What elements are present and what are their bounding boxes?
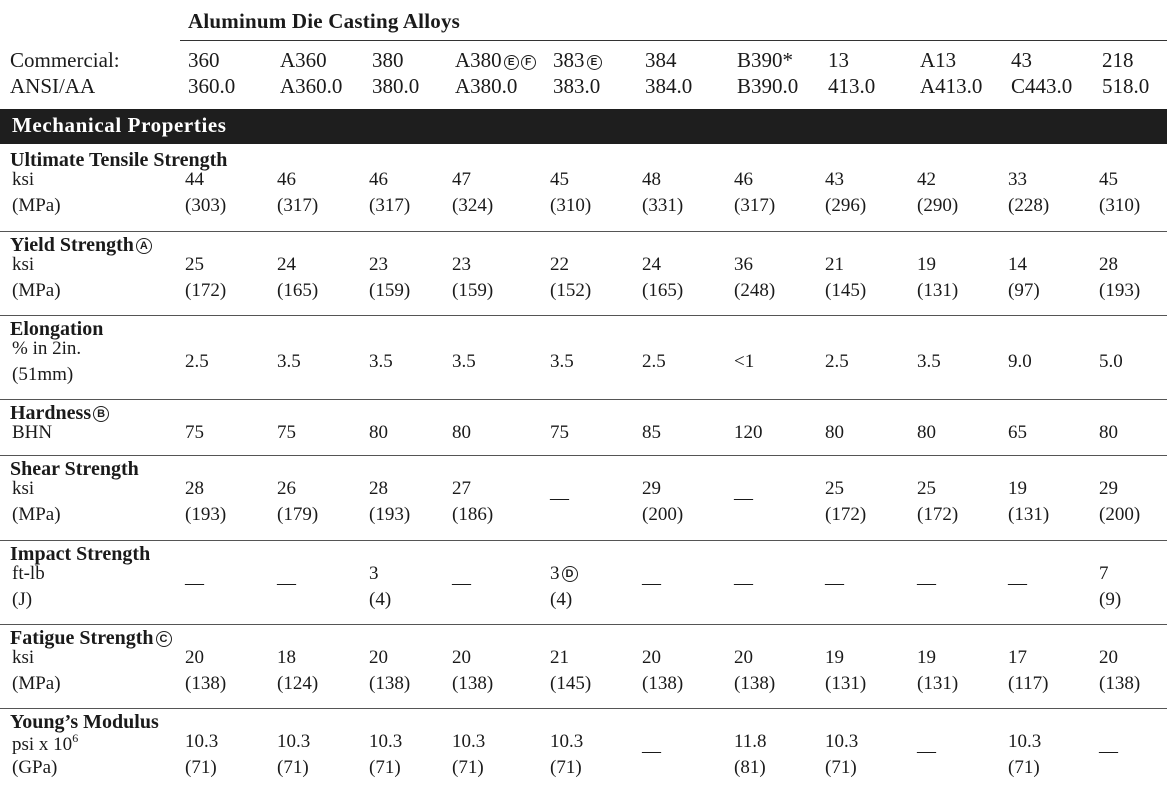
value-metric: (159) xyxy=(369,280,411,301)
unit-secondary: (MPa) xyxy=(12,504,61,525)
value-imperial xyxy=(917,169,936,191)
commercial-alloy-0 xyxy=(188,48,220,73)
value-imperial xyxy=(1099,478,1118,500)
value-imperial-text: 21 xyxy=(550,647,569,668)
value-imperial-text: 25 xyxy=(825,478,844,499)
value-imperial xyxy=(277,731,310,753)
value-metric: (193) xyxy=(185,504,227,525)
unit-primary xyxy=(12,731,78,756)
commercial-alloy-4 xyxy=(553,48,602,73)
value-cell: 3.5 xyxy=(452,351,476,372)
value-cell: 75 xyxy=(550,422,569,443)
value-imperial-text: 28 xyxy=(185,478,204,499)
value-imperial-text: 10.3 xyxy=(452,731,486,752)
value-imperial-text: 20 xyxy=(1099,647,1118,668)
note-b-icon: B xyxy=(93,406,109,422)
row-separator xyxy=(0,624,1167,625)
unit-exponent: 6 xyxy=(72,731,79,745)
property-name-text: Yield Strength xyxy=(10,234,134,256)
value-cell: 3.5 xyxy=(369,351,393,372)
value-cell: 2.5 xyxy=(825,351,849,372)
unit-primary xyxy=(12,169,34,191)
value-imperial xyxy=(185,478,204,500)
value-imperial-text: 46 xyxy=(277,169,296,190)
note-a-icon: A xyxy=(136,238,152,254)
value-cell: 65 xyxy=(1008,422,1027,443)
value-not-available: — xyxy=(452,573,471,594)
commercial-alloy-name: 13 xyxy=(828,48,849,72)
table-title: Aluminum Die Casting Alloys xyxy=(188,9,461,33)
value-metric: (310) xyxy=(550,195,592,216)
value-metric: (9) xyxy=(1099,589,1122,610)
value-metric: (97) xyxy=(1008,280,1040,301)
value-imperial-text: 24 xyxy=(277,254,296,275)
value-imperial xyxy=(277,254,296,276)
value-imperial xyxy=(917,647,936,669)
value-imperial xyxy=(1008,731,1041,753)
value-imperial xyxy=(825,254,844,276)
value-imperial xyxy=(825,647,844,669)
unit-secondary: (J) xyxy=(12,589,33,610)
value-metric: (138) xyxy=(452,673,494,694)
ansi-alloy-8: A413.0 xyxy=(920,74,983,98)
commercial-alloy-5 xyxy=(645,48,677,73)
value-imperial xyxy=(452,254,471,276)
value-imperial xyxy=(369,563,379,585)
value-not-available: — xyxy=(734,488,753,509)
value-cell: <1 xyxy=(734,351,755,372)
value-imperial-text: 28 xyxy=(1099,254,1118,275)
value-imperial xyxy=(277,169,296,191)
unit-primary xyxy=(12,338,81,360)
commercial-alloy-name: A380 xyxy=(455,48,502,72)
value-imperial-text: 43 xyxy=(825,169,844,190)
value-not-available: — xyxy=(642,741,661,762)
unit-primary-text: ksi xyxy=(12,254,35,275)
value-cell: 120 xyxy=(734,422,763,443)
value-imperial-text: 24 xyxy=(642,254,661,275)
property-name-text: Fatigue Strength xyxy=(10,627,154,649)
value-imperial-text: 26 xyxy=(277,478,296,499)
value-metric: (172) xyxy=(917,504,959,525)
ansi-alloy-5: 384.0 xyxy=(645,74,693,98)
value-metric: (81) xyxy=(734,757,766,778)
value-imperial-text: 46 xyxy=(369,169,388,190)
commercial-alloy-name: 383 xyxy=(553,48,585,72)
unit-primary xyxy=(12,478,34,500)
ansi-label: ANSI/AA xyxy=(10,74,96,98)
value-imperial xyxy=(642,478,661,500)
value-metric: (200) xyxy=(642,504,684,525)
value-imperial xyxy=(452,478,471,500)
unit-primary xyxy=(12,422,52,444)
value-metric: (71) xyxy=(825,757,857,778)
value-imperial xyxy=(550,731,583,753)
value-cell: 2.5 xyxy=(185,351,209,372)
value-imperial xyxy=(550,563,578,585)
property-name-text: Impact Strength xyxy=(10,543,151,565)
value-metric: (165) xyxy=(642,280,684,301)
value-metric: (159) xyxy=(452,280,494,301)
value-imperial xyxy=(734,647,753,669)
property-name-text: Ultimate Tensile Strength xyxy=(10,149,228,171)
commercial-alloy-3 xyxy=(455,48,536,73)
unit-secondary: (51mm) xyxy=(12,364,74,385)
value-imperial xyxy=(642,254,661,276)
value-imperial-text: 36 xyxy=(734,254,753,275)
value-metric: (138) xyxy=(734,673,776,694)
note-e-icon: E xyxy=(504,55,519,70)
value-not-available: — xyxy=(185,573,204,594)
value-metric: (145) xyxy=(825,280,867,301)
value-imperial-text: 20 xyxy=(185,647,204,668)
commercial-alloy-10 xyxy=(1102,48,1134,73)
value-metric: (317) xyxy=(277,195,319,216)
row-separator xyxy=(0,540,1167,541)
value-imperial-text: 48 xyxy=(642,169,661,190)
ansi-alloy-7: 413.0 xyxy=(828,74,876,98)
row-separator xyxy=(0,231,1167,232)
value-cell: 3.5 xyxy=(917,351,941,372)
value-metric: (138) xyxy=(642,673,684,694)
value-metric: (172) xyxy=(185,280,227,301)
ansi-alloy-4: 383.0 xyxy=(553,74,601,98)
ansi-alloy-1: A360.0 xyxy=(280,74,343,98)
value-imperial xyxy=(277,478,296,500)
value-imperial-text: 19 xyxy=(917,647,936,668)
value-imperial xyxy=(1099,169,1118,191)
row-separator xyxy=(0,455,1167,456)
value-imperial-text: 20 xyxy=(452,647,471,668)
value-imperial-text: 45 xyxy=(550,169,569,190)
value-imperial-text: 19 xyxy=(917,254,936,275)
value-imperial-text: 14 xyxy=(1008,254,1027,275)
section-heading-bar xyxy=(0,109,1167,144)
value-not-available: — xyxy=(1099,741,1118,762)
value-imperial xyxy=(185,647,204,669)
value-imperial xyxy=(452,169,471,191)
value-imperial-text: 19 xyxy=(1008,478,1027,499)
value-cell: 5.0 xyxy=(1099,351,1123,372)
row-separator xyxy=(0,399,1167,400)
property-name-text: Shear Strength xyxy=(10,458,139,480)
value-imperial xyxy=(550,254,569,276)
value-metric: (193) xyxy=(369,504,411,525)
value-imperial xyxy=(452,647,471,669)
value-imperial-text: 19 xyxy=(825,647,844,668)
value-metric: (317) xyxy=(369,195,411,216)
value-imperial-text: 47 xyxy=(452,169,471,190)
value-imperial-text: 10.3 xyxy=(369,731,403,752)
value-metric: (131) xyxy=(1008,504,1050,525)
value-cell: 80 xyxy=(1099,422,1118,443)
value-imperial-text: 10.3 xyxy=(185,731,219,752)
row-separator xyxy=(0,315,1167,316)
value-imperial xyxy=(369,731,402,753)
value-metric: (71) xyxy=(550,757,582,778)
value-imperial-text: 10.3 xyxy=(1008,731,1042,752)
unit-primary-text: ksi xyxy=(12,478,35,499)
unit-primary-text: psi x 10 xyxy=(12,734,73,755)
value-metric: (4) xyxy=(369,589,392,610)
value-not-available: — xyxy=(825,573,844,594)
value-imperial-text: 18 xyxy=(277,647,296,668)
value-metric: (152) xyxy=(550,280,592,301)
value-imperial xyxy=(185,731,218,753)
value-imperial xyxy=(1099,254,1118,276)
unit-primary-text: BHN xyxy=(12,422,53,443)
title-underline xyxy=(180,40,1167,41)
value-metric: (117) xyxy=(1008,673,1049,694)
value-imperial-text: 44 xyxy=(185,169,204,190)
value-metric: (186) xyxy=(452,504,494,525)
value-imperial-text: 23 xyxy=(452,254,471,275)
commercial-alloy-6 xyxy=(737,48,793,73)
value-imperial xyxy=(825,478,844,500)
value-imperial-text: 22 xyxy=(550,254,569,275)
commercial-alloy-name: 360 xyxy=(188,48,220,72)
value-cell: 80 xyxy=(452,422,471,443)
value-imperial-text: 45 xyxy=(1099,169,1118,190)
ansi-alloy-3: A380.0 xyxy=(455,74,518,98)
value-cell: 80 xyxy=(369,422,388,443)
ansi-alloy-9: C443.0 xyxy=(1011,74,1073,98)
commercial-alloy-name: A360 xyxy=(280,48,327,72)
commercial-alloy-9 xyxy=(1011,48,1032,73)
commercial-alloy-name: A13 xyxy=(920,48,957,72)
value-not-available: — xyxy=(277,573,296,594)
value-imperial-text: 7 xyxy=(1099,563,1109,584)
property-name-text: Hardness xyxy=(10,402,92,424)
value-metric: (228) xyxy=(1008,195,1050,216)
value-metric: (124) xyxy=(277,673,319,694)
value-imperial xyxy=(1008,169,1027,191)
value-cell: 75 xyxy=(185,422,204,443)
value-metric: (296) xyxy=(825,195,867,216)
value-metric: (310) xyxy=(1099,195,1141,216)
value-metric: (71) xyxy=(277,757,309,778)
commercial-alloy-1 xyxy=(280,48,327,73)
value-imperial xyxy=(550,169,569,191)
value-imperial-text: 29 xyxy=(1099,478,1118,499)
commercial-label: Commercial: xyxy=(10,48,120,72)
unit-secondary: (GPa) xyxy=(12,757,58,778)
value-imperial xyxy=(1099,563,1109,585)
value-imperial xyxy=(1008,478,1027,500)
value-cell: 3.5 xyxy=(550,351,574,372)
property-name-text: Elongation xyxy=(10,318,104,340)
value-cell: 3.5 xyxy=(277,351,301,372)
value-imperial xyxy=(369,254,388,276)
value-metric: (324) xyxy=(452,195,494,216)
value-imperial-text: 10.3 xyxy=(825,731,859,752)
section-heading: Mechanical Properties xyxy=(12,113,227,137)
value-metric: (172) xyxy=(825,504,867,525)
value-cell: 2.5 xyxy=(642,351,666,372)
value-imperial xyxy=(642,647,661,669)
value-imperial-text: 17 xyxy=(1008,647,1027,668)
commercial-alloy-name: 218 xyxy=(1102,48,1134,72)
unit-primary xyxy=(12,254,34,276)
unit-primary-text: ksi xyxy=(12,647,35,668)
value-imperial-text: 46 xyxy=(734,169,753,190)
note-d-icon: D xyxy=(562,566,578,582)
value-metric: (145) xyxy=(550,673,592,694)
value-metric: (200) xyxy=(1099,504,1141,525)
ansi-alloy-0: 360.0 xyxy=(188,74,236,98)
value-imperial xyxy=(642,169,661,191)
value-not-available: — xyxy=(734,573,753,594)
value-imperial-text: 20 xyxy=(642,647,661,668)
value-imperial xyxy=(734,254,753,276)
value-imperial-text: 25 xyxy=(185,254,204,275)
commercial-alloy-2 xyxy=(372,48,404,73)
value-metric: (331) xyxy=(642,195,684,216)
value-metric: (138) xyxy=(369,673,411,694)
note-f-icon: F xyxy=(521,55,536,70)
value-cell: 80 xyxy=(917,422,936,443)
commercial-alloy-8 xyxy=(920,48,956,73)
value-imperial xyxy=(185,169,204,191)
value-metric: (131) xyxy=(825,673,867,694)
value-cell: 9.0 xyxy=(1008,351,1032,372)
value-imperial xyxy=(917,478,936,500)
value-imperial-text: 23 xyxy=(369,254,388,275)
ansi-alloy-2: 380.0 xyxy=(372,74,420,98)
value-metric: (303) xyxy=(185,195,227,216)
value-metric: (248) xyxy=(734,280,776,301)
value-imperial-text: 11.8 xyxy=(734,731,767,752)
value-imperial-text: 20 xyxy=(734,647,753,668)
value-metric: (165) xyxy=(277,280,319,301)
note-c-icon: C xyxy=(156,631,172,647)
value-imperial xyxy=(825,169,844,191)
value-imperial xyxy=(185,254,204,276)
value-imperial xyxy=(369,478,388,500)
ansi-alloy-6: B390.0 xyxy=(737,74,799,98)
commercial-alloy-name: 43 xyxy=(1011,48,1032,72)
value-imperial-text: 27 xyxy=(452,478,471,499)
property-name-text: Young’s Modulus xyxy=(10,711,159,733)
value-cell: 75 xyxy=(277,422,296,443)
property-name xyxy=(10,627,172,650)
unit-primary-text: ft-lb xyxy=(12,563,45,584)
value-not-available: — xyxy=(550,488,569,509)
value-imperial-text: 10.3 xyxy=(550,731,584,752)
value-imperial xyxy=(825,731,858,753)
value-imperial-text: 28 xyxy=(369,478,388,499)
value-not-available: — xyxy=(917,573,936,594)
value-imperial-text: 10.3 xyxy=(277,731,311,752)
unit-primary xyxy=(12,647,34,669)
value-metric: (71) xyxy=(1008,757,1040,778)
value-imperial xyxy=(1099,647,1118,669)
value-metric: (71) xyxy=(185,757,217,778)
commercial-alloy-7 xyxy=(828,48,849,73)
value-metric: (193) xyxy=(1099,280,1141,301)
value-imperial-text: 25 xyxy=(917,478,936,499)
value-imperial xyxy=(452,731,485,753)
value-imperial-text: 42 xyxy=(917,169,936,190)
value-imperial xyxy=(369,647,388,669)
value-imperial xyxy=(734,169,753,191)
unit-primary-text: % in 2in. xyxy=(12,338,82,359)
value-imperial xyxy=(550,647,569,669)
value-imperial xyxy=(734,731,767,753)
unit-primary-text: ksi xyxy=(12,169,35,190)
value-metric: (138) xyxy=(185,673,227,694)
value-not-available: — xyxy=(917,741,936,762)
commercial-alloy-name: B390* xyxy=(737,48,794,72)
note-e-icon: E xyxy=(587,55,602,70)
value-metric: (131) xyxy=(917,673,959,694)
value-metric: (4) xyxy=(550,589,573,610)
value-metric: (179) xyxy=(277,504,319,525)
value-metric: (317) xyxy=(734,195,776,216)
value-imperial xyxy=(277,647,296,669)
unit-secondary: (MPa) xyxy=(12,195,61,216)
value-imperial xyxy=(1008,647,1027,669)
value-cell: 85 xyxy=(642,422,661,443)
ansi-alloy-10: 518.0 xyxy=(1102,74,1150,98)
row-separator xyxy=(0,708,1167,709)
unit-secondary: (MPa) xyxy=(12,280,61,301)
value-metric: (138) xyxy=(1099,673,1141,694)
value-imperial-text: 33 xyxy=(1008,169,1027,190)
value-imperial-text: 20 xyxy=(369,647,388,668)
value-imperial-text: 3 xyxy=(369,563,379,584)
value-metric: (71) xyxy=(452,757,484,778)
value-not-available: — xyxy=(642,573,661,594)
value-imperial-text: 21 xyxy=(825,254,844,275)
value-imperial xyxy=(369,169,388,191)
value-metric: (290) xyxy=(917,195,959,216)
commercial-alloy-name: 384 xyxy=(645,48,677,72)
value-imperial-text: 29 xyxy=(642,478,661,499)
value-metric: (71) xyxy=(369,757,401,778)
value-imperial-text: 3 xyxy=(550,563,560,584)
commercial-alloy-name: 380 xyxy=(372,48,404,72)
unit-primary xyxy=(12,563,45,585)
value-metric: (131) xyxy=(917,280,959,301)
unit-secondary: (MPa) xyxy=(12,673,61,694)
value-imperial xyxy=(1008,254,1027,276)
value-cell: 80 xyxy=(825,422,844,443)
value-not-available: — xyxy=(1008,573,1027,594)
value-imperial xyxy=(917,254,936,276)
